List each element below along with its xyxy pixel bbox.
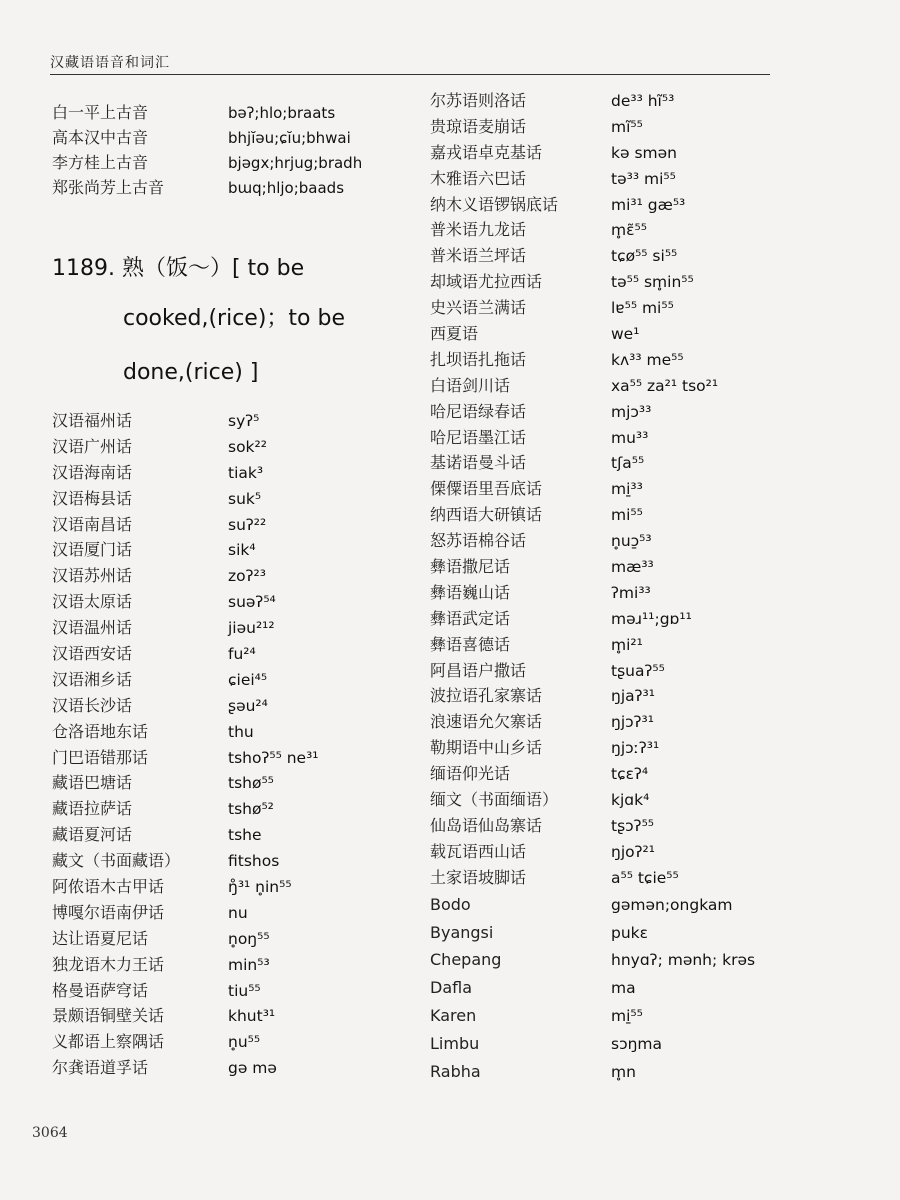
list-item: [430, 217, 850, 243]
phonetic-form: tiak³: [228, 463, 264, 482]
language-name: 阿侬语木古甲话: [52, 877, 165, 897]
language-name: 博嘎尔语南伊话: [52, 902, 165, 922]
phonetic-form: ŋjoʔ²¹: [611, 842, 655, 861]
language-name: 汉语梅县话: [52, 488, 133, 508]
left-column: [52, 88, 422, 1081]
language-name: 李方桂上古音: [52, 153, 149, 172]
language-name: 格曼语萨穹话: [52, 980, 149, 1000]
list-item: [430, 502, 850, 528]
language-name: Rabha: [430, 1061, 481, 1081]
list-item: [430, 787, 850, 813]
list-item: [52, 952, 422, 978]
language-name: 仙岛语仙岛寨话: [430, 815, 543, 835]
language-name: 藏文（书面藏语）: [52, 851, 181, 871]
phonetic-form: kʌ³³ me⁵⁵: [611, 350, 684, 369]
language-name: 汉语厦门话: [52, 540, 133, 560]
language-name: 彝语喜德话: [430, 634, 511, 654]
language-name: Bodo: [430, 894, 471, 914]
language-name: 怒苏语棉谷话: [430, 531, 527, 551]
phonetic-form: məɹ¹¹;gɒ¹¹: [611, 609, 692, 628]
list-item: [430, 425, 850, 451]
list-item: [430, 192, 850, 218]
phonetic-form: gə mə: [228, 1059, 277, 1078]
phonetic-form: bɯq;hljo;baads: [228, 179, 345, 197]
phonetic-form: jiəu²¹²: [228, 619, 275, 638]
language-name: 阿昌语户撒话: [430, 660, 527, 680]
phonetic-form: zoʔ²³: [228, 567, 266, 586]
language-name: Karen: [430, 1006, 477, 1026]
language-name: 藏语夏河话: [52, 825, 133, 845]
phonetic-form: tə⁵⁵ sm̥in⁵⁵: [611, 273, 694, 292]
language-name: 高本汉中古音: [52, 128, 149, 147]
list-item: [430, 891, 850, 919]
list-item: [52, 978, 422, 1004]
language-name: 纳木义语锣锅底话: [430, 194, 559, 214]
language-name: 缅语仰光话: [430, 764, 511, 784]
language-name: 汉语太原话: [52, 592, 133, 612]
language-name: 景颇语铜壁关话: [52, 1006, 165, 1026]
list-item: [430, 476, 850, 502]
list-item: [52, 537, 422, 563]
list-item: [430, 865, 850, 891]
list-item: [430, 1058, 850, 1086]
list-item: [430, 580, 850, 606]
phonetic-form: ʂəu²⁴: [228, 696, 268, 715]
language-name: 彝语武定话: [430, 608, 511, 628]
list-item: [52, 125, 422, 150]
phonetic-form: gəmən;ongkam: [611, 895, 733, 914]
language-name: 基诺语曼斗话: [430, 453, 527, 473]
language-name: 木雅语六巴话: [430, 168, 527, 188]
phonetic-form: tiu⁵⁵: [228, 981, 261, 1000]
language-name: 土家语坡脚话: [430, 867, 527, 887]
entry-list-left: [52, 408, 422, 1081]
phonetic-form: suəʔ⁵⁴: [228, 593, 276, 612]
list-item: [430, 269, 850, 295]
phonetic-form: kə smən: [611, 143, 677, 162]
phonetic-form: tʂɔʔ⁵⁵: [611, 816, 655, 835]
right-column: [430, 88, 850, 1086]
language-name: 载瓦语西山话: [430, 841, 527, 861]
list-item: [430, 88, 850, 114]
phonetic-form: tɕø⁵⁵ si⁵⁵: [611, 247, 678, 266]
phonetic-form: fitshos: [228, 852, 280, 871]
language-name: 缅文（书面缅语）: [430, 790, 559, 810]
phonetic-form: we¹: [611, 325, 640, 344]
phonetic-form: bəʔ;hlo;braats: [228, 104, 336, 122]
phonetic-form: n̥u⁵⁵: [228, 1033, 261, 1052]
list-item: [430, 321, 850, 347]
phonetic-form: bjəgx;hrjug;bradh: [228, 154, 363, 172]
phonetic-form: tshø⁵²: [228, 800, 274, 819]
phonetic-form: mæ³³: [611, 558, 654, 577]
list-item: [430, 683, 850, 709]
language-name: Chepang: [430, 950, 502, 970]
phonetic-form: a⁵⁵ tɕie⁵⁵: [611, 868, 679, 887]
language-name: 汉语福州话: [52, 411, 133, 430]
list-item: [430, 658, 850, 684]
phonetic-form: de³³ hĩ⁵³: [611, 92, 675, 110]
phonetic-form: ŋ̊³¹ n̥in⁵⁵: [228, 878, 292, 897]
phonetic-form: tə³³ mi⁵⁵: [611, 169, 676, 188]
phonetic-form: tɕɛʔ⁴: [611, 765, 649, 784]
list-item: [430, 295, 850, 321]
phonetic-form: ŋjaʔ³¹: [611, 687, 655, 706]
language-name: 西夏语: [430, 324, 479, 344]
language-name: 波拉语孔家寨话: [430, 686, 543, 706]
list-item: [430, 554, 850, 580]
phonetic-form: mĩ⁵⁵: [611, 117, 643, 136]
list-item: [430, 606, 850, 632]
language-name: 嘉戎语卓克基话: [430, 142, 543, 162]
language-name: 汉语湘乡话: [52, 669, 133, 689]
list-item: [430, 373, 850, 399]
language-name: 汉语温州话: [52, 618, 133, 638]
list-item: [52, 667, 422, 693]
list-item: [430, 399, 850, 425]
list-item: [430, 709, 850, 735]
list-item: [430, 166, 850, 192]
previous-entry-group: [52, 100, 422, 200]
phonetic-form: tʂuaʔ⁵⁵: [611, 661, 665, 680]
phonetic-form: suk⁵: [228, 489, 262, 508]
header-rule: [50, 74, 770, 75]
phonetic-form: mi̱⁵⁵: [611, 1007, 643, 1026]
language-name: 普米语九龙话: [430, 220, 527, 240]
language-name: 藏语巴塘话: [52, 773, 133, 793]
phonetic-form: sik⁴: [228, 541, 256, 560]
phonetic-form: ɕiei⁴⁵: [228, 670, 268, 689]
list-item: [430, 735, 850, 761]
phonetic-form: pukɛ: [611, 923, 649, 942]
phonetic-form: lɐ⁵⁵ mi⁵⁵: [611, 299, 674, 318]
list-item: [430, 974, 850, 1002]
page-number: 3064: [32, 1125, 68, 1141]
list-item: [52, 693, 422, 719]
language-name: 汉语苏州话: [52, 566, 133, 586]
list-item: [52, 615, 422, 641]
language-name: Byangsi: [430, 922, 494, 942]
list-item: [52, 874, 422, 900]
list-item: [52, 589, 422, 615]
language-name: 汉语广州话: [52, 436, 133, 456]
phonetic-form: min⁵³: [228, 955, 270, 974]
phonetic-form: ʔmi³³: [611, 583, 651, 602]
phonetic-form: xa⁵⁵ za²¹ tso²¹: [611, 376, 719, 395]
language-name: 白一平上古音: [52, 103, 149, 122]
list-item: [52, 770, 422, 796]
language-name: 白语剑川话: [430, 375, 511, 395]
language-name: 勒期语中山乡话: [430, 738, 543, 758]
entry-heading-line-3: done,(rice) ]: [123, 360, 259, 385]
list-item: [430, 528, 850, 554]
phonetic-form: suʔ²²: [228, 515, 267, 534]
list-item: [430, 140, 850, 166]
language-name: 彝语巍山话: [430, 582, 511, 602]
phonetic-form: syʔ⁵: [228, 412, 260, 430]
phonetic-form: ŋjɔʔ³¹: [611, 713, 654, 732]
list-item: [52, 1029, 422, 1055]
list-item: [52, 175, 422, 200]
list-item: [52, 822, 422, 848]
phonetic-form: tshoʔ⁵⁵ ne³¹: [228, 748, 319, 767]
entry-heading-line-2: cooked,(rice)；to be: [123, 306, 345, 331]
language-name: Dafla: [430, 978, 473, 998]
language-name: 汉语海南话: [52, 462, 133, 482]
list-item: [430, 946, 850, 974]
list-item: [52, 796, 422, 822]
phonetic-form: ma: [611, 979, 636, 998]
list-item: [52, 563, 422, 589]
language-name: 哈尼语墨江话: [430, 427, 527, 447]
phonetic-form: m̥ɛ̃⁵⁵: [611, 221, 647, 240]
list-item: [52, 512, 422, 538]
language-name: 哈尼语绿春话: [430, 401, 527, 421]
language-name: 郑张尚芳上古音: [52, 178, 165, 197]
language-name: 傈僳语里吾底话: [430, 479, 543, 499]
phonetic-form: sɔŋma: [611, 1035, 663, 1054]
language-name: 藏语拉萨话: [52, 799, 133, 819]
phonetic-form: mi̱³³: [611, 480, 643, 499]
language-name: 却域语尤拉西话: [430, 272, 543, 292]
phonetic-form: n̥uɔ̱⁵³: [611, 532, 652, 551]
list-item: [52, 848, 422, 874]
language-name: 汉语西安话: [52, 644, 133, 664]
list-item: [52, 100, 422, 125]
phonetic-form: n̥oŋ⁵⁵: [228, 929, 270, 948]
phonetic-form: hnyɑʔ; mənh; krəs: [611, 951, 756, 970]
phonetic-form: mi⁵⁵: [611, 506, 643, 525]
language-name: 扎坝语扎拖话: [430, 349, 527, 369]
list-item: [52, 719, 422, 745]
phonetic-form: thu: [228, 722, 254, 741]
list-item: [430, 919, 850, 947]
phonetic-form: tshø⁵⁵: [228, 774, 274, 793]
language-name: 汉语长沙话: [52, 695, 133, 715]
language-name: 门巴语错那话: [52, 747, 149, 767]
list-item: [430, 632, 850, 658]
list-item: [52, 434, 422, 460]
list-item: [52, 641, 422, 667]
phonetic-form: mi³¹ gæ⁵³: [611, 195, 686, 214]
phonetic-form: kjɑk⁴: [611, 791, 650, 810]
list-item: [430, 1030, 850, 1058]
list-item: [52, 460, 422, 486]
list-item: [52, 900, 422, 926]
list-item: [430, 347, 850, 373]
entry-heading: [52, 254, 422, 408]
language-name: 彝语撒尼话: [430, 557, 511, 577]
language-name: 达让语夏尼话: [52, 928, 149, 948]
entry-list-right: [430, 88, 850, 891]
phonetic-form: tʃa⁵⁵: [611, 454, 645, 473]
list-item: [52, 1055, 422, 1081]
list-item: [52, 1003, 422, 1029]
list-item: [430, 1002, 850, 1030]
language-name: 仓洛语地东话: [52, 721, 149, 741]
list-item: [52, 150, 422, 175]
list-item: [52, 408, 422, 434]
language-name: 汉语南昌话: [52, 514, 133, 534]
entry-list-latin: [430, 891, 850, 1086]
phonetic-form: tshe: [228, 826, 262, 845]
list-item: [52, 926, 422, 952]
list-item: [430, 813, 850, 839]
phonetic-form: m̥i²¹: [611, 635, 643, 654]
phonetic-form: sok²²: [228, 437, 267, 456]
language-name: 尔龚语道孚话: [52, 1058, 149, 1078]
phonetic-form: khut³¹: [228, 1007, 276, 1026]
language-name: 贵琼语麦崩话: [430, 116, 527, 136]
language-name: 史兴语兰满话: [430, 298, 527, 318]
phonetic-form: bhjĭəu;ɕĭu;bhwai: [228, 129, 351, 147]
language-name: 浪速语允欠寨话: [430, 712, 543, 732]
list-item: [52, 745, 422, 771]
language-name: 普米语兰坪话: [430, 246, 527, 266]
entry-heading-line-1: 1189. 熟（饭～）[ to be: [52, 256, 305, 281]
list-item: [430, 761, 850, 787]
list-item: [430, 114, 850, 140]
language-name: Limbu: [430, 1034, 480, 1054]
language-name: 尔苏语则洛话: [430, 91, 527, 110]
running-header: 汉藏语语音和词汇: [50, 55, 170, 71]
phonetic-form: fu²⁴: [228, 645, 256, 664]
phonetic-form: mjɔ³³: [611, 402, 652, 421]
phonetic-form: m̥n: [611, 1062, 636, 1081]
language-name: 义都语上察隅话: [52, 1032, 165, 1052]
language-name: 独龙语木力王话: [52, 954, 165, 974]
phonetic-form: nu: [228, 903, 248, 922]
phonetic-form: mu³³: [611, 428, 649, 447]
language-name: 纳西语大研镇话: [430, 505, 543, 525]
list-item: [430, 839, 850, 865]
list-item: [52, 486, 422, 512]
phonetic-form: ŋjɔːʔ³¹: [611, 739, 660, 758]
list-item: [430, 243, 850, 269]
list-item: [430, 450, 850, 476]
